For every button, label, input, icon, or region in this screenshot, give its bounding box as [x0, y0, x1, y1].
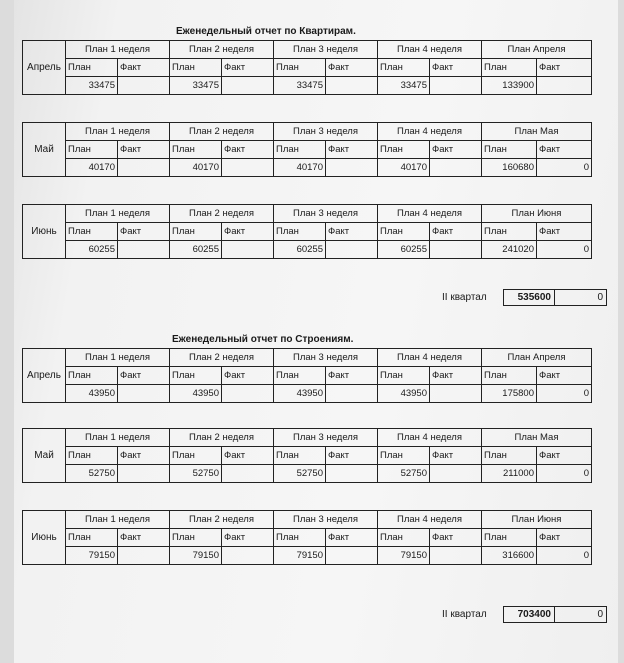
plan-fact-row: [23, 447, 592, 465]
apartments-quarter-fact: 0: [555, 290, 607, 306]
week4-header: План 4 неделя: [378, 123, 482, 141]
fact-label: Факт: [537, 447, 592, 465]
plan-label: План: [66, 59, 118, 77]
fact-label: Факт: [430, 529, 482, 547]
fact-label: Факт: [430, 141, 482, 159]
month-fact-value: 0: [537, 385, 592, 403]
month-fact-value: 0: [537, 241, 592, 259]
plan-fact-row: [23, 59, 592, 77]
plan-label: План: [378, 367, 430, 385]
week3-fact-value: [326, 547, 378, 565]
week4-header: План 4 неделя: [378, 429, 482, 447]
month-total-header: План Июня: [482, 205, 592, 223]
week4-plan-value: 52750: [378, 465, 430, 483]
week2-header: План 2 неделя: [170, 123, 274, 141]
week1-plan-value: 43950: [66, 385, 118, 403]
plan-label: План: [274, 367, 326, 385]
week2-header: План 2 неделя: [170, 41, 274, 59]
month-plan-value: 241020: [482, 241, 537, 259]
week3-fact-value: [326, 159, 378, 177]
week3-plan-value: 43950: [274, 385, 326, 403]
week4-fact-value: [430, 77, 482, 95]
week2-plan-value: 33475: [170, 77, 222, 95]
week4-fact-value: [430, 547, 482, 565]
month-total-header: План Мая: [482, 123, 592, 141]
week2-header: План 2 неделя: [170, 511, 274, 529]
week2-fact-value: [222, 159, 274, 177]
apartments-quarter-label: II квартал: [442, 292, 487, 303]
week4-header: План 4 неделя: [378, 349, 482, 367]
fact-label: Факт: [118, 141, 170, 159]
week1-header: План 1 неделя: [66, 349, 170, 367]
plan-label: План: [66, 367, 118, 385]
week1-plan-value: 40170: [66, 159, 118, 177]
week-header-row: [23, 205, 592, 223]
month-plan-value: 133900: [482, 77, 537, 95]
week4-fact-value: [430, 465, 482, 483]
fact-label: Факт: [118, 529, 170, 547]
apartments-month-table-1: [22, 40, 592, 95]
fact-label: Факт: [537, 141, 592, 159]
fact-label: Факт: [326, 59, 378, 77]
week3-header: План 3 неделя: [274, 349, 378, 367]
fact-label: Факт: [222, 223, 274, 241]
plan-label: План: [482, 447, 537, 465]
week-header-row: [23, 511, 592, 529]
month-label: Апрель: [23, 349, 66, 403]
fact-label: Факт: [430, 59, 482, 77]
apartments-month-table-2: [22, 122, 592, 177]
fact-label: Факт: [118, 223, 170, 241]
buildings-quarter-table: [503, 606, 607, 623]
month-total-header: План Июня: [482, 511, 592, 529]
month-label: Июнь: [23, 205, 66, 259]
week4-header: План 4 неделя: [378, 511, 482, 529]
values-row: [23, 385, 592, 403]
month-plan-value: 316600: [482, 547, 537, 565]
fact-label: Факт: [430, 223, 482, 241]
plan-label: План: [482, 141, 537, 159]
week3-plan-value: 40170: [274, 159, 326, 177]
plan-label: План: [378, 223, 430, 241]
plan-label: План: [170, 529, 222, 547]
fact-label: Факт: [537, 223, 592, 241]
month-fact-value: 0: [537, 465, 592, 483]
plan-label: План: [482, 223, 537, 241]
month-fact-value: 0: [537, 547, 592, 565]
fact-label: Факт: [430, 367, 482, 385]
plan-label: План: [274, 447, 326, 465]
apartments-quarter-table: [503, 289, 607, 306]
week-header-row: [23, 349, 592, 367]
week1-fact-value: [118, 77, 170, 95]
apartments-report-title: Еженедельный отчет по Квартирам.: [176, 26, 356, 37]
week3-header: План 3 неделя: [274, 429, 378, 447]
plan-label: План: [378, 59, 430, 77]
week1-fact-value: [118, 385, 170, 403]
plan-label: План: [274, 141, 326, 159]
month-total-header: План Мая: [482, 429, 592, 447]
week2-header: План 2 неделя: [170, 349, 274, 367]
plan-label: План: [170, 447, 222, 465]
week3-fact-value: [326, 241, 378, 259]
week1-fact-value: [118, 159, 170, 177]
week2-fact-value: [222, 241, 274, 259]
week-header-row: [23, 429, 592, 447]
fact-label: Факт: [118, 367, 170, 385]
plan-label: План: [170, 223, 222, 241]
week2-plan-value: 43950: [170, 385, 222, 403]
week4-fact-value: [430, 159, 482, 177]
month-plan-value: 211000: [482, 465, 537, 483]
week3-plan-value: 60255: [274, 241, 326, 259]
plan-label: План: [274, 529, 326, 547]
week1-fact-value: [118, 241, 170, 259]
plan-fact-row: [23, 529, 592, 547]
fact-label: Факт: [222, 59, 274, 77]
plan-label: План: [378, 447, 430, 465]
month-label: Май: [23, 429, 66, 483]
month-total-header: План Апреля: [482, 41, 592, 59]
buildings-quarter-fact: 0: [555, 607, 607, 623]
fact-label: Факт: [537, 367, 592, 385]
week4-plan-value: 40170: [378, 159, 430, 177]
plan-label: План: [482, 529, 537, 547]
plan-fact-row: [23, 223, 592, 241]
plan-label: План: [274, 59, 326, 77]
buildings-month-table-2: [22, 428, 592, 483]
plan-label: План: [482, 59, 537, 77]
month-plan-value: 160680: [482, 159, 537, 177]
week4-header: План 4 неделя: [378, 41, 482, 59]
week1-header: План 1 неделя: [66, 123, 170, 141]
fact-label: Факт: [430, 447, 482, 465]
week2-fact-value: [222, 385, 274, 403]
week3-header: План 3 неделя: [274, 123, 378, 141]
fact-label: Факт: [326, 141, 378, 159]
apartments-month-table-3: [22, 204, 592, 259]
buildings-month-table-1: [22, 348, 592, 403]
buildings-report-title: Еженедельный отчет по Строениям.: [172, 334, 354, 345]
week2-fact-value: [222, 547, 274, 565]
plan-label: План: [66, 447, 118, 465]
week-header-row: [23, 123, 592, 141]
week3-fact-value: [326, 77, 378, 95]
week3-plan-value: 79150: [274, 547, 326, 565]
month-fact-value: [537, 77, 592, 95]
week1-header: План 1 неделя: [66, 511, 170, 529]
week2-plan-value: 79150: [170, 547, 222, 565]
week2-fact-value: [222, 465, 274, 483]
values-row: [23, 77, 592, 95]
month-label: Май: [23, 123, 66, 177]
fact-label: Факт: [326, 223, 378, 241]
week2-plan-value: 60255: [170, 241, 222, 259]
fact-label: Факт: [537, 59, 592, 77]
apartments-quarter-plan: 535600: [504, 290, 555, 306]
fact-label: Факт: [118, 447, 170, 465]
month-label: Апрель: [23, 41, 66, 95]
plan-label: План: [66, 529, 118, 547]
week4-plan-value: 79150: [378, 547, 430, 565]
week2-header: План 2 неделя: [170, 429, 274, 447]
week2-plan-value: 40170: [170, 159, 222, 177]
fact-label: Факт: [222, 367, 274, 385]
plan-fact-row: [23, 141, 592, 159]
fact-label: Факт: [326, 529, 378, 547]
week1-plan-value: 60255: [66, 241, 118, 259]
week1-fact-value: [118, 465, 170, 483]
buildings-quarter-plan: 703400: [504, 607, 555, 623]
week3-fact-value: [326, 465, 378, 483]
week3-header: План 3 неделя: [274, 205, 378, 223]
fact-label: Факт: [222, 447, 274, 465]
week3-fact-value: [326, 385, 378, 403]
plan-label: План: [170, 59, 222, 77]
fact-label: Факт: [326, 367, 378, 385]
plan-label: План: [274, 223, 326, 241]
week4-plan-value: 43950: [378, 385, 430, 403]
week1-header: План 1 неделя: [66, 41, 170, 59]
week2-header: План 2 неделя: [170, 205, 274, 223]
fact-label: Факт: [326, 447, 378, 465]
fact-label: Факт: [222, 529, 274, 547]
month-total-header: План Апреля: [482, 349, 592, 367]
week1-plan-value: 52750: [66, 465, 118, 483]
week3-header: План 3 неделя: [274, 41, 378, 59]
week1-header: План 1 неделя: [66, 429, 170, 447]
month-plan-value: 175800: [482, 385, 537, 403]
week3-plan-value: 33475: [274, 77, 326, 95]
values-row: [23, 159, 592, 177]
week3-header: План 3 неделя: [274, 511, 378, 529]
buildings-quarter-label: II квартал: [442, 609, 487, 620]
plan-fact-row: [23, 367, 592, 385]
week4-fact-value: [430, 385, 482, 403]
values-row: [23, 547, 592, 565]
fact-label: Факт: [118, 59, 170, 77]
plan-label: План: [66, 223, 118, 241]
week3-plan-value: 52750: [274, 465, 326, 483]
values-row: [23, 241, 592, 259]
week1-fact-value: [118, 547, 170, 565]
plan-label: План: [482, 367, 537, 385]
week4-fact-value: [430, 241, 482, 259]
month-label: Июнь: [23, 511, 66, 565]
week2-plan-value: 52750: [170, 465, 222, 483]
plan-label: План: [170, 367, 222, 385]
plan-label: План: [378, 529, 430, 547]
buildings-month-table-3: [22, 510, 592, 565]
week-header-row: [23, 41, 592, 59]
month-fact-value: 0: [537, 159, 592, 177]
week4-plan-value: 60255: [378, 241, 430, 259]
week4-header: План 4 неделя: [378, 205, 482, 223]
week1-header: План 1 неделя: [66, 205, 170, 223]
fact-label: Факт: [537, 529, 592, 547]
week2-fact-value: [222, 77, 274, 95]
week1-plan-value: 79150: [66, 547, 118, 565]
week1-plan-value: 33475: [66, 77, 118, 95]
week4-plan-value: 33475: [378, 77, 430, 95]
values-row: [23, 465, 592, 483]
plan-label: План: [66, 141, 118, 159]
fact-label: Факт: [222, 141, 274, 159]
plan-label: План: [170, 141, 222, 159]
plan-label: План: [378, 141, 430, 159]
